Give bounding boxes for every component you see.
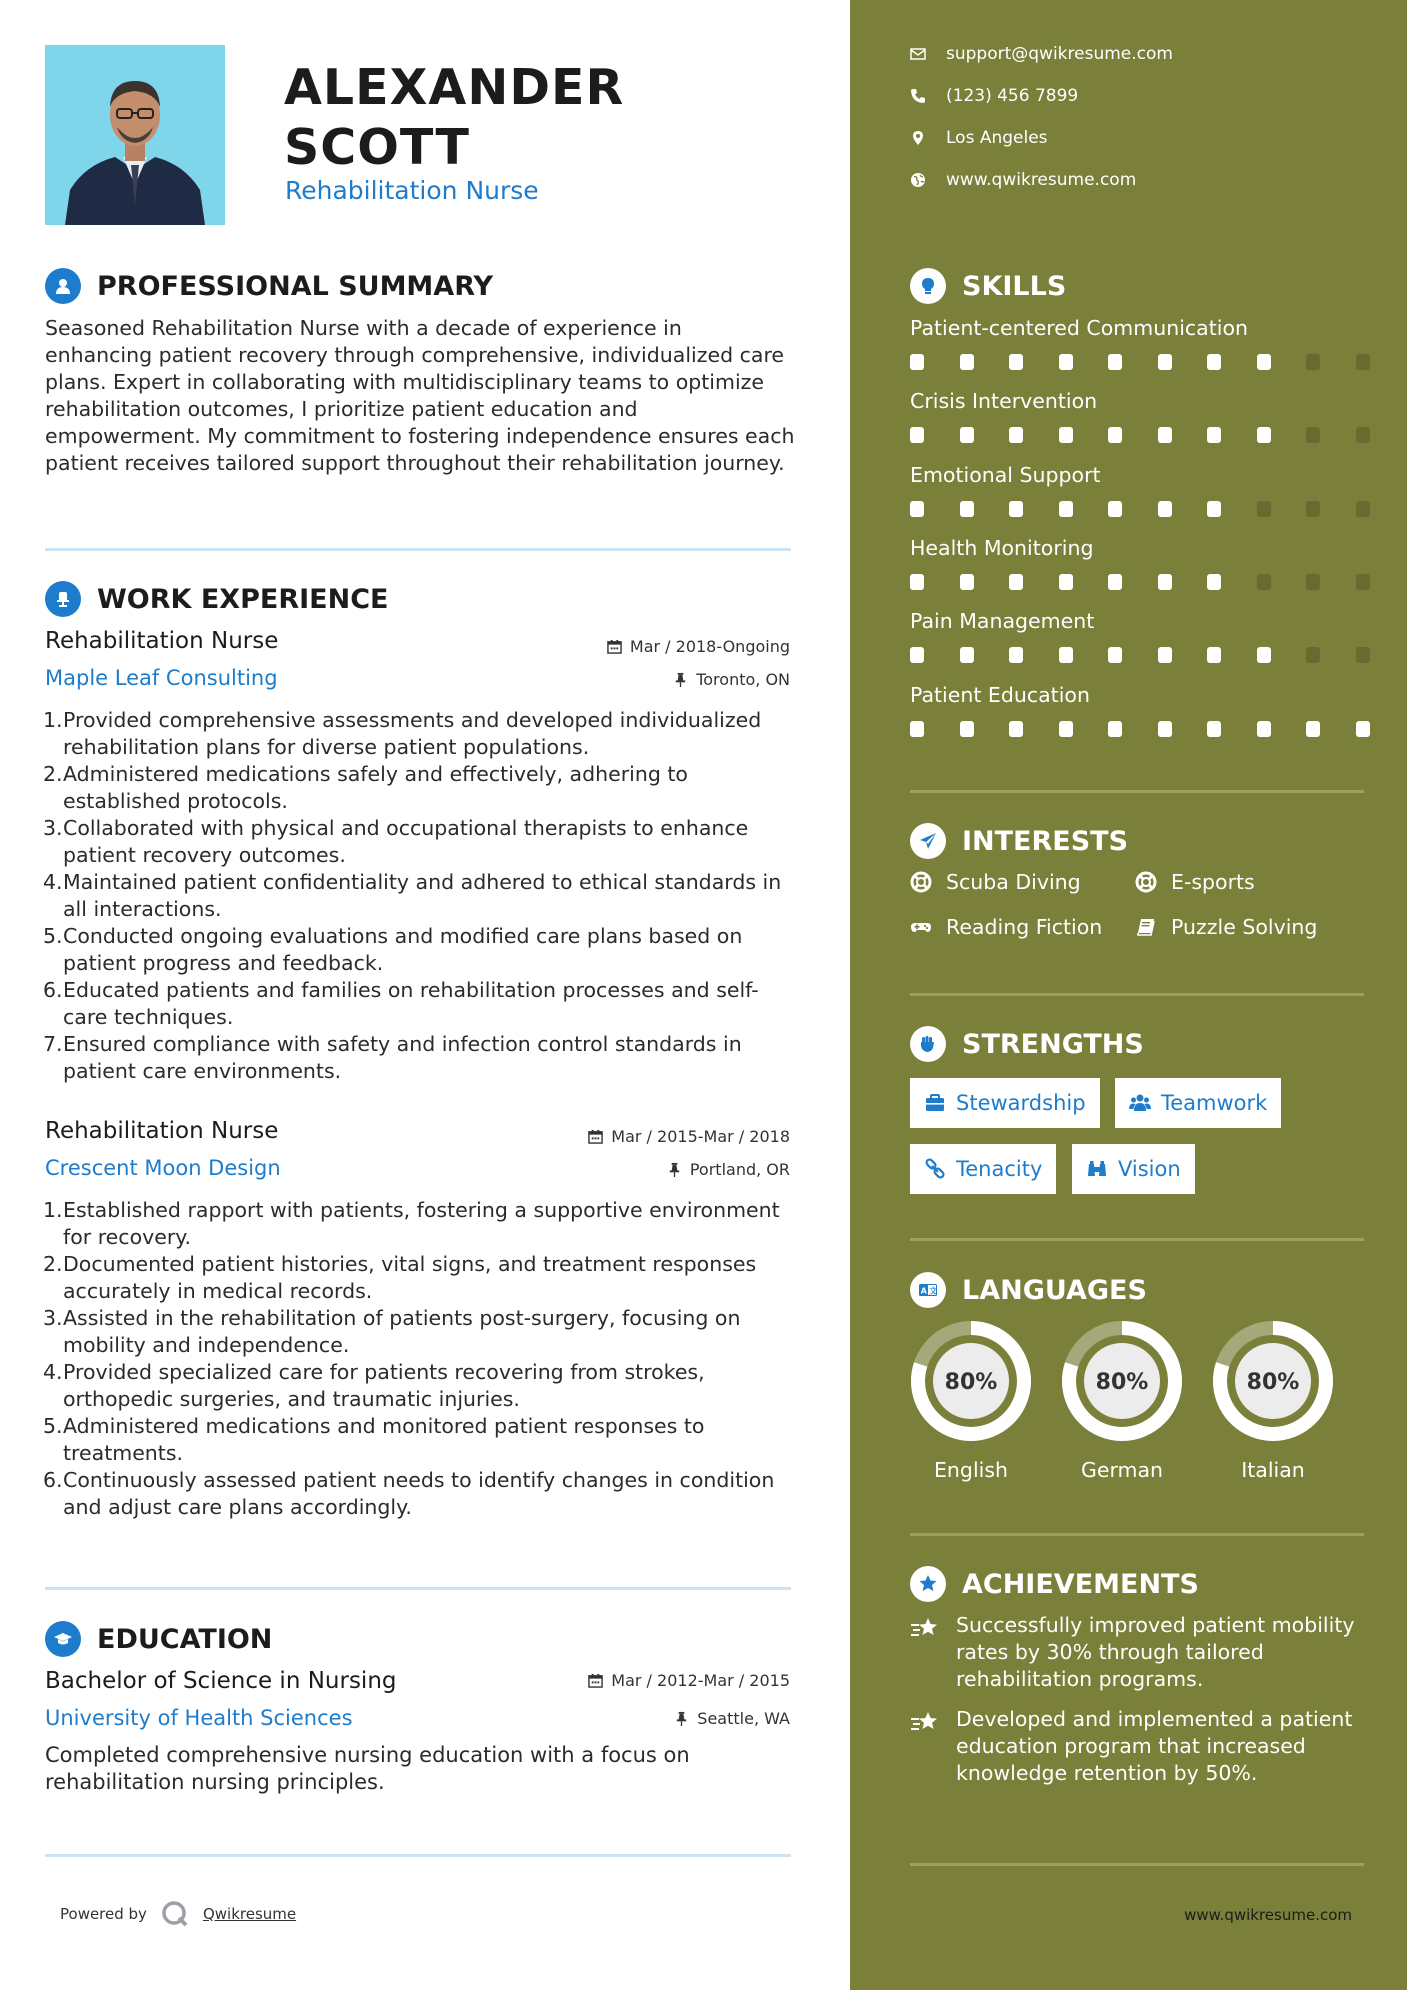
skill-name: Emotional Support xyxy=(910,463,1101,487)
name-line2: SCOTT xyxy=(284,119,470,176)
summary-title: PROFESSIONAL SUMMARY xyxy=(97,270,494,302)
section-divider xyxy=(910,790,1364,793)
strength-label: Tenacity xyxy=(956,1157,1043,1181)
skill-dot xyxy=(1306,427,1320,443)
degree-title: Bachelor of Science in Nursing xyxy=(45,1668,397,1694)
school-name: University of Health Sciences xyxy=(45,1706,353,1730)
job-dates-text: Mar / 2015-Mar / 2018 xyxy=(611,1127,790,1146)
skill-dot xyxy=(1059,721,1073,737)
achievements-heading xyxy=(910,1566,1199,1602)
life-ring-icon xyxy=(910,871,932,893)
footer-website[interactable]: www.qwikresume.com xyxy=(1184,1906,1352,1924)
skill-dot xyxy=(1108,354,1122,370)
skill-dot xyxy=(960,647,974,663)
skill-dot xyxy=(1207,354,1221,370)
skill-dot xyxy=(1257,647,1271,663)
envelope-icon xyxy=(910,46,926,62)
skill-name: Health Monitoring xyxy=(910,536,1094,560)
contact-email[interactable] xyxy=(910,44,1173,64)
languages-title: LANGUAGES xyxy=(962,1274,1147,1306)
profile-photo xyxy=(45,45,225,225)
skill-dot xyxy=(1009,574,1023,590)
skill-dot xyxy=(960,574,974,590)
calendar-icon xyxy=(588,1129,603,1144)
job-location xyxy=(667,1160,790,1179)
skill-dot xyxy=(1257,501,1271,517)
gauge-label: 80% xyxy=(944,1370,998,1395)
interest-label: Puzzle Solving xyxy=(1171,915,1318,939)
skill-dot xyxy=(1158,647,1172,663)
education-heading xyxy=(45,1621,272,1657)
interest-item xyxy=(910,915,1102,939)
list-item: 4. Maintained patient confidentiality and adhered to ethical standards in all interactions. xyxy=(43,870,782,921)
strength-label: Teamwork xyxy=(1161,1091,1268,1115)
job-dates xyxy=(607,637,790,656)
skill-dot xyxy=(1158,354,1172,370)
interests-title: INTERESTS xyxy=(962,825,1129,857)
skill-dot xyxy=(910,427,924,443)
contact-website[interactable] xyxy=(910,170,1136,190)
candidate-role: Rehabilitation Nurse xyxy=(285,176,539,205)
job-company: Maple Leaf Consulting xyxy=(45,666,278,690)
experience-heading xyxy=(45,581,388,617)
skill-dot xyxy=(1306,721,1320,737)
language-gauge xyxy=(1212,1320,1334,1442)
interests-heading xyxy=(910,823,1128,859)
achievements-title: ACHIEVEMENTS xyxy=(962,1568,1199,1600)
skill-dot xyxy=(1207,501,1221,517)
summary-heading xyxy=(45,268,493,304)
list-item: 2. Documented patient histories, vital signs, and treatment responses accurately in medical records. xyxy=(43,1252,757,1303)
pin-icon xyxy=(673,672,688,687)
skills-title: SKILLS xyxy=(962,270,1067,302)
list-item: 7. Ensured compliance with safety and infection control standards in patient care environments. xyxy=(43,1032,742,1083)
skill-dot xyxy=(1306,574,1320,590)
map-marker-icon xyxy=(910,130,926,146)
education-location-text: Seattle, WA xyxy=(697,1709,790,1728)
contact-phone[interactable] xyxy=(910,86,1078,106)
job-dates xyxy=(588,1127,790,1146)
interest-label: Scuba Diving xyxy=(946,870,1081,894)
skill-dot xyxy=(1009,647,1023,663)
skill-dot xyxy=(1207,427,1221,443)
skill-dot xyxy=(1257,354,1271,370)
section-divider xyxy=(910,1863,1364,1866)
skill-dot xyxy=(1059,501,1073,517)
skill-dot xyxy=(910,574,924,590)
list-item: 1. Provided comprehensive assessments and developed individualized rehabilitation plans for diverse patient populations. xyxy=(43,708,762,759)
strengths-title: STRENGTHS xyxy=(962,1028,1144,1060)
candidate-name xyxy=(284,58,624,178)
contact-location-text: Los Angeles xyxy=(946,128,1048,148)
phone-icon xyxy=(910,88,926,104)
interest-label: Reading Fiction xyxy=(946,915,1103,939)
gamepad-icon xyxy=(910,916,932,938)
skill-name: Crisis Intervention xyxy=(910,389,1098,413)
skill-rating xyxy=(910,721,1370,737)
section-divider xyxy=(45,1854,791,1857)
skill-dot xyxy=(1108,574,1122,590)
skill-dot xyxy=(1158,427,1172,443)
book-icon xyxy=(1135,916,1157,938)
pin-icon xyxy=(667,1162,682,1177)
skill-dot xyxy=(1009,427,1023,443)
gauge-label: 80% xyxy=(1095,1370,1149,1395)
skill-dot xyxy=(910,354,924,370)
skill-dot xyxy=(1356,574,1370,590)
svg-text:A: A xyxy=(920,1286,927,1296)
link-icon xyxy=(924,1158,946,1180)
skill-dot xyxy=(1108,501,1122,517)
contact-location xyxy=(910,128,1048,148)
skill-dot xyxy=(910,721,924,737)
list-item: 1. Established rapport with patients, fostering a supportive environment for recovery. xyxy=(43,1198,780,1249)
briefcase-icon xyxy=(924,1092,946,1114)
job-dates-text: Mar / 2018-Ongoing xyxy=(629,637,790,656)
skill-dot xyxy=(1059,647,1073,663)
interest-item xyxy=(1135,870,1255,894)
job-location-text: Toronto, ON xyxy=(696,670,790,689)
skill-dot xyxy=(1158,721,1172,737)
name-line1: ALEXANDER xyxy=(284,59,625,116)
language-name: Italian xyxy=(1241,1458,1305,1482)
section-divider xyxy=(910,1533,1364,1536)
skill-dot xyxy=(1108,721,1122,737)
language-name: German xyxy=(1080,1458,1164,1482)
skill-dot xyxy=(910,501,924,517)
section-divider xyxy=(45,1587,791,1590)
skill-dot xyxy=(960,721,974,737)
skill-dot xyxy=(1009,721,1023,737)
interest-label: E-sports xyxy=(1171,870,1255,894)
shooting-star-icon xyxy=(910,1616,940,1642)
languages-heading xyxy=(910,1272,1147,1308)
strength-chip xyxy=(910,1078,1100,1128)
qwikresume-logo-icon xyxy=(161,1900,189,1928)
chair-icon xyxy=(45,581,81,617)
interest-item xyxy=(910,870,1081,894)
summary-text: Seasoned Rehabilitation Nurse with a decade of experience in enhancing patient recovery through comprehensive, individualized care plans. Expert in collaborating with multidisciplinary teams to optimize rehabilitation outcomes, I prioritize patient education and empowerment. My commitment to fostering independence ensures each patient receives tailored support throughout their rehabilitation journey. xyxy=(45,316,795,475)
list-item: 5. Conducted ongoing evaluations and modified care plans based on patient progress and feedback. xyxy=(43,924,743,975)
skill-dot xyxy=(960,354,974,370)
skill-dot xyxy=(1356,721,1370,737)
skill-dot xyxy=(1207,647,1221,663)
graduation-cap-icon xyxy=(45,1621,81,1657)
achievement-item xyxy=(910,1706,1370,1787)
job-responsibilities xyxy=(45,1197,795,1521)
job-location-text: Portland, OR xyxy=(689,1160,790,1179)
strength-chip xyxy=(1115,1078,1281,1128)
language-item xyxy=(1061,1320,1183,1482)
skill-dot xyxy=(1059,574,1073,590)
svg-text:文: 文 xyxy=(929,1286,938,1296)
paper-plane-icon xyxy=(910,823,946,859)
skill-dot xyxy=(1356,501,1370,517)
skill-rating xyxy=(910,427,1370,443)
contact-email-text: support@qwikresume.com xyxy=(946,44,1173,64)
section-divider xyxy=(45,548,791,551)
skill-name: Pain Management xyxy=(910,609,1095,633)
education-title: EDUCATION xyxy=(97,1623,273,1655)
strength-label: Stewardship xyxy=(956,1091,1086,1115)
achievement-text: Successfully improved patient mobility rates by 30% through tailored rehabilitation programs. xyxy=(956,1613,1355,1691)
powered-by xyxy=(60,1900,296,1928)
skill-dot xyxy=(1009,501,1023,517)
calendar-icon xyxy=(607,639,622,654)
skill-dot xyxy=(960,427,974,443)
skill-name: Patient-centered Communication xyxy=(910,316,1248,340)
list-item: 5. Administered medications and monitored patient responses to treatments. xyxy=(43,1414,705,1465)
skill-dot xyxy=(1356,427,1370,443)
experience-title: WORK EXPERIENCE xyxy=(97,583,389,615)
skill-dot xyxy=(1257,427,1271,443)
language-item xyxy=(1212,1320,1334,1482)
powered-by-label: Powered by xyxy=(60,1905,147,1923)
skill-dot xyxy=(1356,647,1370,663)
skill-dot xyxy=(1207,574,1221,590)
fist-icon xyxy=(910,1026,946,1062)
job-location xyxy=(673,670,790,689)
globe-icon xyxy=(910,172,926,188)
skill-dot xyxy=(1306,354,1320,370)
shooting-star-icon xyxy=(910,1710,940,1736)
list-item: 2. Administered medications safely and effectively, adhering to established protocols. xyxy=(43,762,688,813)
calendar-icon xyxy=(588,1673,603,1688)
skill-dot xyxy=(1108,427,1122,443)
skill-dot xyxy=(1257,721,1271,737)
skill-dot xyxy=(1108,647,1122,663)
language-gauge xyxy=(1061,1320,1183,1442)
strength-chip xyxy=(1072,1144,1195,1194)
translate-icon xyxy=(910,1272,946,1308)
skill-rating xyxy=(910,574,1370,590)
language-gauge xyxy=(910,1320,1032,1442)
life-ring-icon xyxy=(1135,871,1157,893)
pin-icon xyxy=(674,1711,689,1726)
skill-dot xyxy=(1009,354,1023,370)
strengths-heading xyxy=(910,1026,1144,1062)
job-title: Rehabilitation Nurse xyxy=(45,1118,279,1144)
skill-rating xyxy=(910,501,1370,517)
skill-name: Patient Education xyxy=(910,683,1090,707)
skill-dot xyxy=(1257,574,1271,590)
education-text: Completed comprehensive nursing education with a focus on rehabilitation nursing principles. xyxy=(45,1743,690,1794)
interest-item xyxy=(1135,915,1317,939)
job-company: Crescent Moon Design xyxy=(45,1156,281,1180)
skill-dot xyxy=(1207,721,1221,737)
list-item: 4. Provided specialized care for patients recovering from strokes, orthopedic surgeries, and traumatic injuries. xyxy=(43,1360,705,1411)
users-icon xyxy=(1129,1092,1151,1114)
skill-dot xyxy=(910,647,924,663)
job-title: Rehabilitation Nurse xyxy=(45,628,279,654)
gauge-label: 80% xyxy=(1246,1370,1300,1395)
skill-dot xyxy=(1158,574,1172,590)
skill-dot xyxy=(1306,647,1320,663)
lightbulb-icon xyxy=(910,268,946,304)
skill-dot xyxy=(1158,501,1172,517)
job-responsibilities xyxy=(45,707,795,1085)
strength-chip xyxy=(910,1144,1056,1194)
user-icon xyxy=(45,268,81,304)
achievement-text: Developed and implemented a patient education program that increased knowledge retention by 50%. xyxy=(956,1707,1353,1785)
list-item: 3. Collaborated with physical and occupational therapists to enhance patient recovery outcomes. xyxy=(43,816,749,867)
binoculars-icon xyxy=(1086,1158,1108,1180)
star-badge-icon xyxy=(910,1566,946,1602)
list-item: 6. Educated patients and families on rehabilitation processes and self-care techniques. xyxy=(43,978,759,1029)
skill-dot xyxy=(1306,501,1320,517)
qwikresume-link[interactable]: Qwikresume xyxy=(202,1905,297,1923)
achievement-item xyxy=(910,1612,1370,1693)
education-dates-text: Mar / 2012-Mar / 2015 xyxy=(611,1671,790,1690)
contact-phone-text: (123) 456 7899 xyxy=(946,86,1079,106)
section-divider xyxy=(910,1238,1364,1241)
skills-heading xyxy=(910,268,1066,304)
skill-rating xyxy=(910,354,1370,370)
education-dates xyxy=(588,1671,790,1690)
language-name: English xyxy=(933,1458,1009,1482)
list-item: 6. Continuously assessed patient needs to identify changes in condition and adjust care plans accordingly. xyxy=(43,1468,775,1519)
skill-rating xyxy=(910,647,1370,663)
strength-label: Vision xyxy=(1118,1157,1181,1181)
skill-dot xyxy=(1059,354,1073,370)
education-location xyxy=(674,1709,790,1728)
list-item: 3. Assisted in the rehabilitation of patients post-surgery, focusing on mobility and independence. xyxy=(43,1306,741,1357)
contact-website-text: www.qwikresume.com xyxy=(946,170,1137,190)
skill-dot xyxy=(1059,427,1073,443)
sidebar xyxy=(850,0,1407,1990)
skill-dot xyxy=(960,501,974,517)
language-item xyxy=(910,1320,1032,1482)
section-divider xyxy=(910,993,1364,996)
skill-dot xyxy=(1356,354,1370,370)
